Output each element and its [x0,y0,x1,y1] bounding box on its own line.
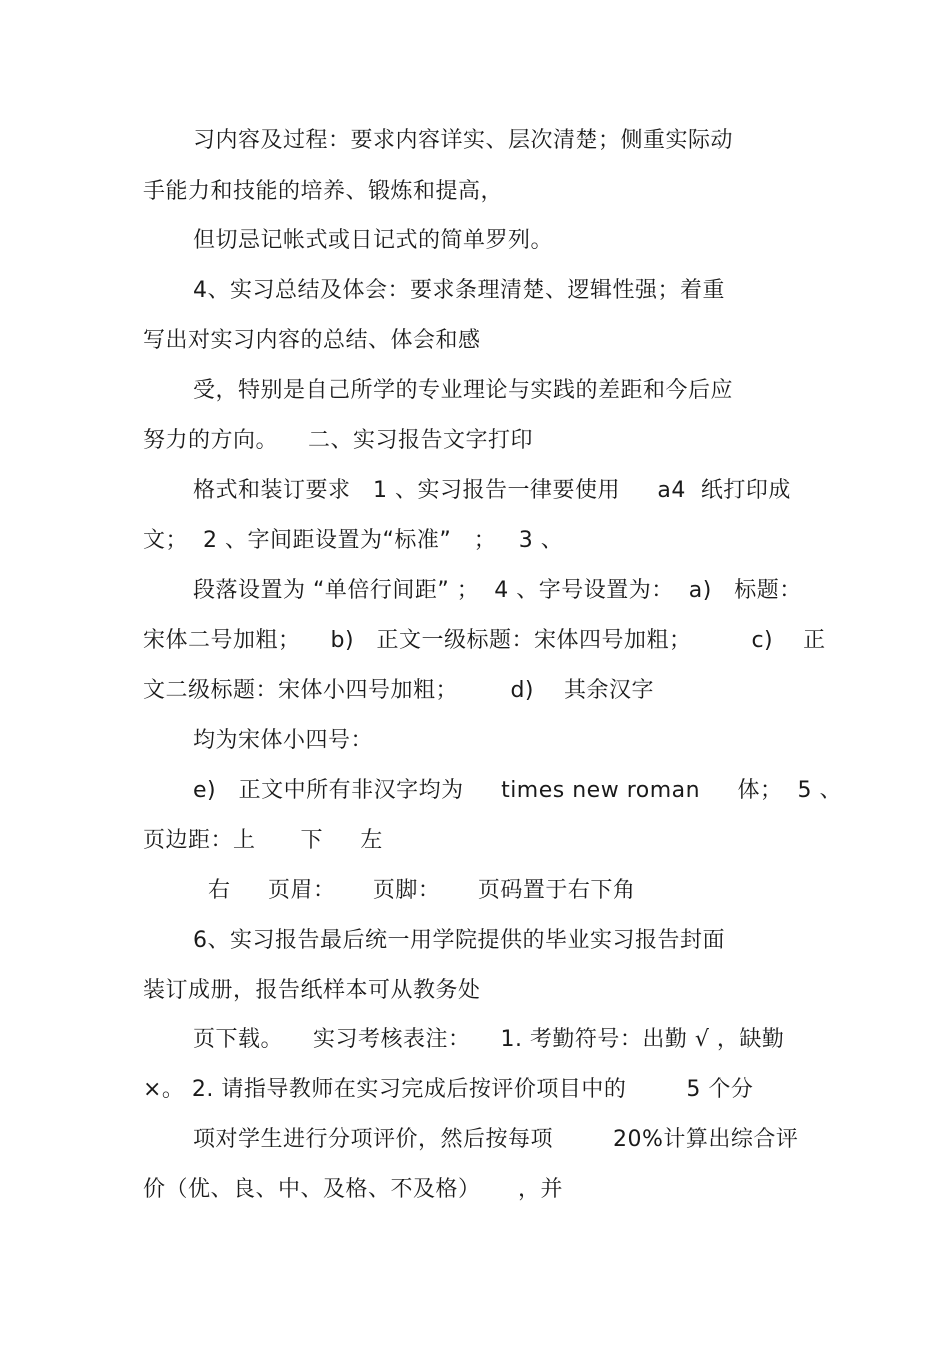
text-line: 文； 2 、字间距设置为“标准” ； 3 、 [143,528,564,553]
text-line: 习内容及过程：要求内容详实、层次清楚；侧重实际动 [193,128,734,153]
text-line: 项对学生进行分项评价，然后按每项 20%计算出综合评 [193,1127,799,1152]
text-line: 受，特别是自己所学的专业理论与实践的差距和今后应 [193,378,734,403]
text-line: 段落设置为 “单倍行间距” ； 4 、字号设置为： a) 标题： [193,578,802,603]
text-line: 6、实习报告最后统一用学院提供的毕业实习报告封面 [193,928,725,953]
text-line: 装订成册，报告纸样本可从教务处 [143,978,481,1003]
text-line: 格式和装订要求 1 、实习报告一律要使用 a4 纸打印成 [193,478,791,503]
text-line: 价（优、良、中、及格、不及格） ，并 [143,1177,563,1202]
text-line: 文二级标题：宋体小四号加粗； d) 其余汉字 [143,678,654,703]
text-line: 但切忌记帐式或日记式的简单罗列。 [193,228,554,253]
text-line: 右 页眉： 页脚： 页码置于右下角 [208,878,636,903]
text-line: 4、实习总结及体会：要求条理清楚、逻辑性强；着重 [193,278,725,303]
text-line: 均为宋体小四号： [193,728,374,753]
text-line: 页边距：上 下 左 [143,828,383,853]
text-line: 努力的方向。 二、实习报告文字打印 [143,428,533,453]
text-line: 页下载。 实习考核表注： 1. 考勤符号：出勤 √ ，缺勤 [193,1027,785,1052]
text-line: 宋体二号加粗； b) 正文一级标题：宋体四号加粗； c) 正 [143,628,826,653]
text-line: 手能力和技能的培养、锻炼和提高， [143,179,504,204]
text-line: ×。 2. 请指导教师在实习完成后按评价项目中的 5 个分 [143,1077,754,1102]
text-line: e) 正文中所有非汉字均为 times new roman 体； 5 、 [193,778,843,803]
text-line: 写出对实习内容的总结、体会和感 [143,328,481,353]
